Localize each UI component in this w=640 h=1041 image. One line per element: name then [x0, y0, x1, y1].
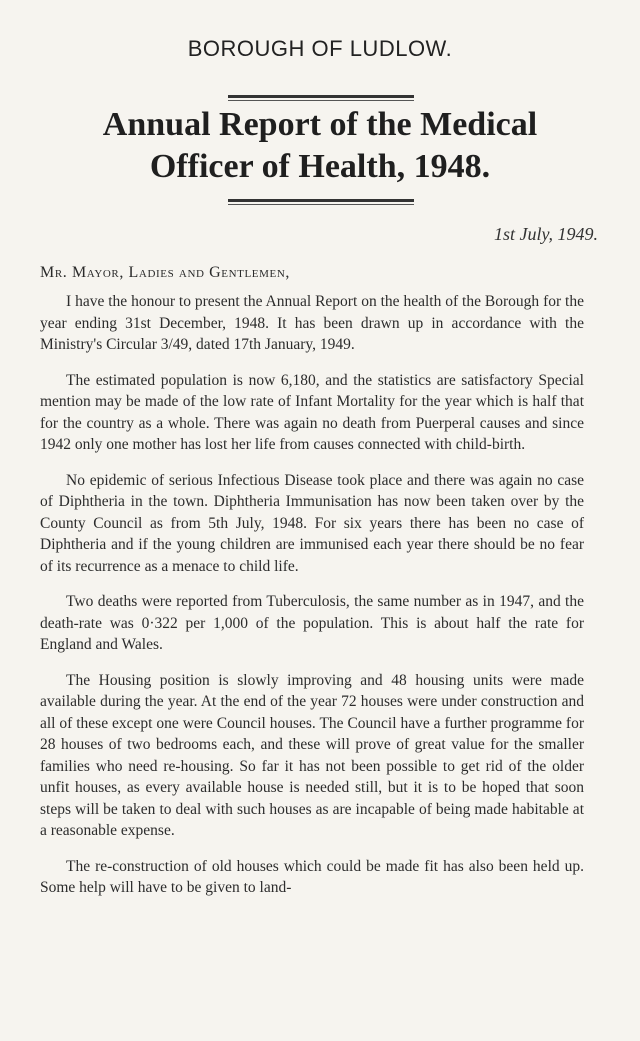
paragraph-housing: The Housing position is slowly improving and 48 housing units were made available during the year. At the end of the year 72 houses were under construction and all of these except one were Council houses. The Council have a further programme for 28 houses of two bedrooms each, and these will prove of great value for the smaller families who need re-housing. So far it has not been possible to get rid of the older unfit houses, as every available house is needed still, but it is to be hoped that soon steps will be taken to deal with such houses as are incapable of being made habitable at a reasonable expense.: [40, 671, 584, 839]
report-date: 1st July, 1949.: [494, 224, 598, 244]
report-title-line-1: Annual Report of the Medical: [102, 106, 538, 143]
top-divider-rule: [228, 95, 414, 98]
paragraph-tuberculosis: Two deaths were reported from Tuberculosis, the same number as in 1947, and the death-rate was 0·322 per 1,000 of the population. This is about half the rate for England and Wales.: [40, 593, 584, 653]
letter-body: [40, 291, 584, 913]
paragraph-population: The estimated population is now 6,180, and the statistics are satisfactory Special mention may be made of the low rate of Infant Mortality for the year which is half that for the country as a whole. There was again no death from Puerperal causes and since 1942 only one mother has lost her life from causes connected with child-birth.: [40, 371, 584, 453]
bottom-divider-rule: [228, 199, 414, 202]
borough-heading: BOROUGH OF LUDLOW.: [187, 36, 453, 61]
paragraph-reconstruction: The re-construction of old houses which could be made fit has also been held up. Some help will have to be given to land-: [40, 857, 584, 896]
paragraph-introduction: I have the honour to present the Annual Report on the health of the Borough for the year ending 31st December, 1948. It has been drawn up in accordance with the Ministry's Circular 3/49, dated 17th January, 1949.: [40, 293, 584, 353]
report-title-line-2: Officer of Health, 1948.: [149, 148, 491, 185]
report-title: [0, 104, 640, 188]
salutation: Mr. Mayor, Ladies and Gentlemen,: [40, 264, 290, 281]
paragraph-infectious-disease: No epidemic of serious Infectious Disease took place and there was again no case of Diphtheria in the town. Diphtheria Immunisation has now been taken over by the County Council as from 5th July, 1948. For six years there has been no case of Diphtheria and if the young children are immunised each year there should be no fear of its recurrence as a menace to child life.: [40, 471, 584, 575]
